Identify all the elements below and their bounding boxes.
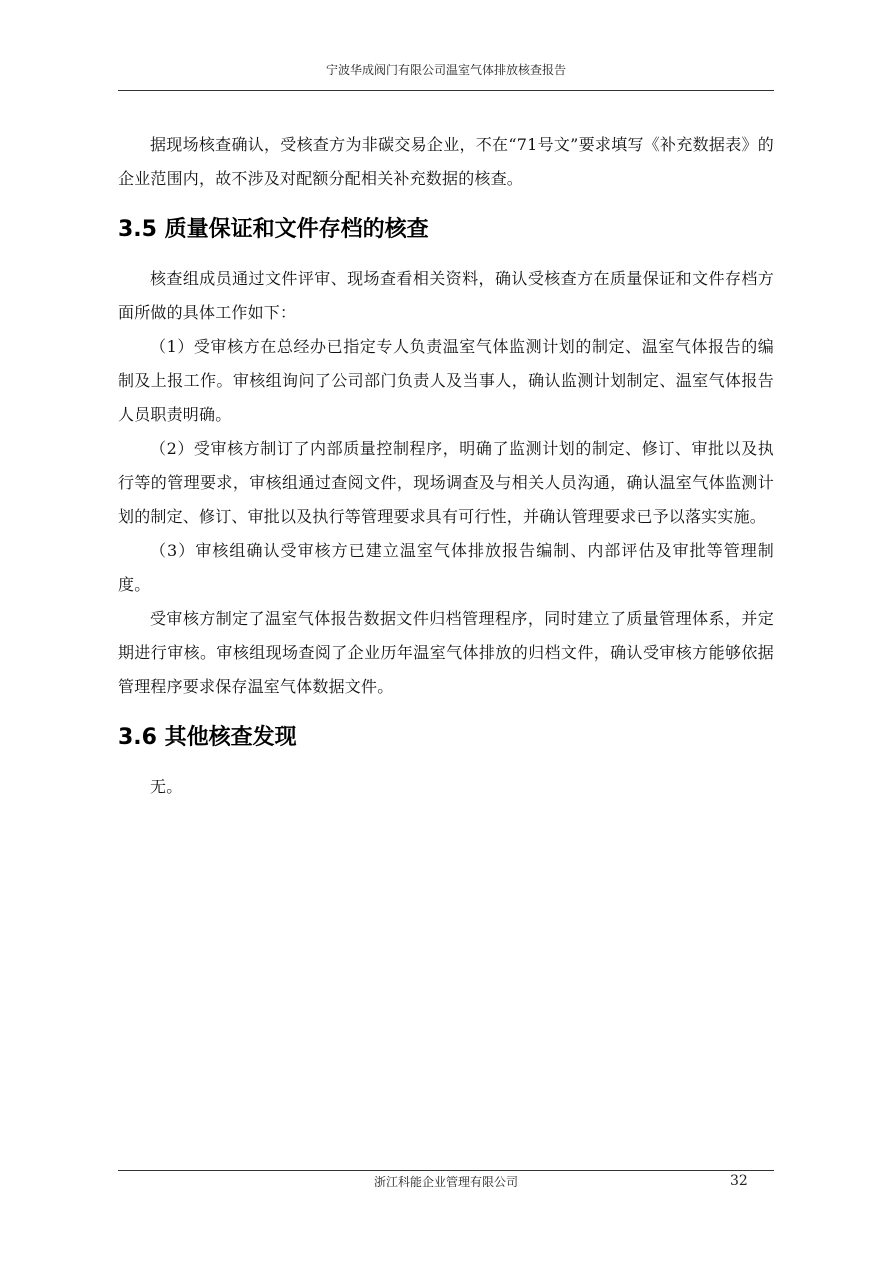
- intro-paragraph: 据现场核查确认，受核查方为非碳交易企业，不在“71号文”要求填写《补充数据表》的企业范围内，故不涉及对配额分配相关补充数据的核查。: [118, 135, 774, 188]
- footer-rule: [118, 1170, 774, 1171]
- section-3-6-paragraph: 无。: [150, 777, 183, 796]
- section-3-6-heading: 3.6 其他核查发现: [118, 725, 297, 750]
- header-rule: [118, 90, 774, 91]
- section-3-5-paragraph: 受审核方制定了温室气体报告数据文件归档管理程序，同时建立了质量管理体系，并定期进行审核。审核组现场查阅了企业历年温室气体排放的归档文件，确认受审核方能够依据管理程序要求保存温室气体数据文件。: [118, 609, 774, 696]
- running-footer: 浙江科能企业管理有限公司: [373, 1175, 518, 1189]
- page-number: 32: [730, 1173, 748, 1189]
- section-3-5-paragraph: 核查组成员通过文件评审、现场查看相关资料，确认受核查方在质量保证和文件存档方面所做的具体工作如下：: [118, 269, 774, 322]
- section-3-5-paragraph: （2）受审核方制订了内部质量控制程序，明确了监测计划的制定、修订、审批以及执行等的管理要求，审核组通过查阅文件，现场调查及与相关人员沟通，确认温室气体监测计划的制定、修订、审批以及执行等管理要求具有可行性，并确认管理要求已予以落实实施。: [118, 439, 774, 526]
- running-header: 宁波华成阀门有限公司温室气体排放核查报告: [325, 63, 566, 77]
- section-3-5-paragraph: （3）审核组确认受审核方已建立温室气体排放报告编制、内部评估及审批等管理制度。: [118, 541, 774, 594]
- section-3-5-paragraph: （1）受审核方在总经办已指定专人负责温室气体监测计划的制定、温室气体报告的编制及上报工作。审核组询问了公司部门负责人及当事人，确认监测计划制定、温室气体报告人员职责明确。: [118, 337, 774, 424]
- page-content: [118, 128, 774, 804]
- section-3-5-heading: 3.5 质量保证和文件存档的核查: [118, 217, 429, 242]
